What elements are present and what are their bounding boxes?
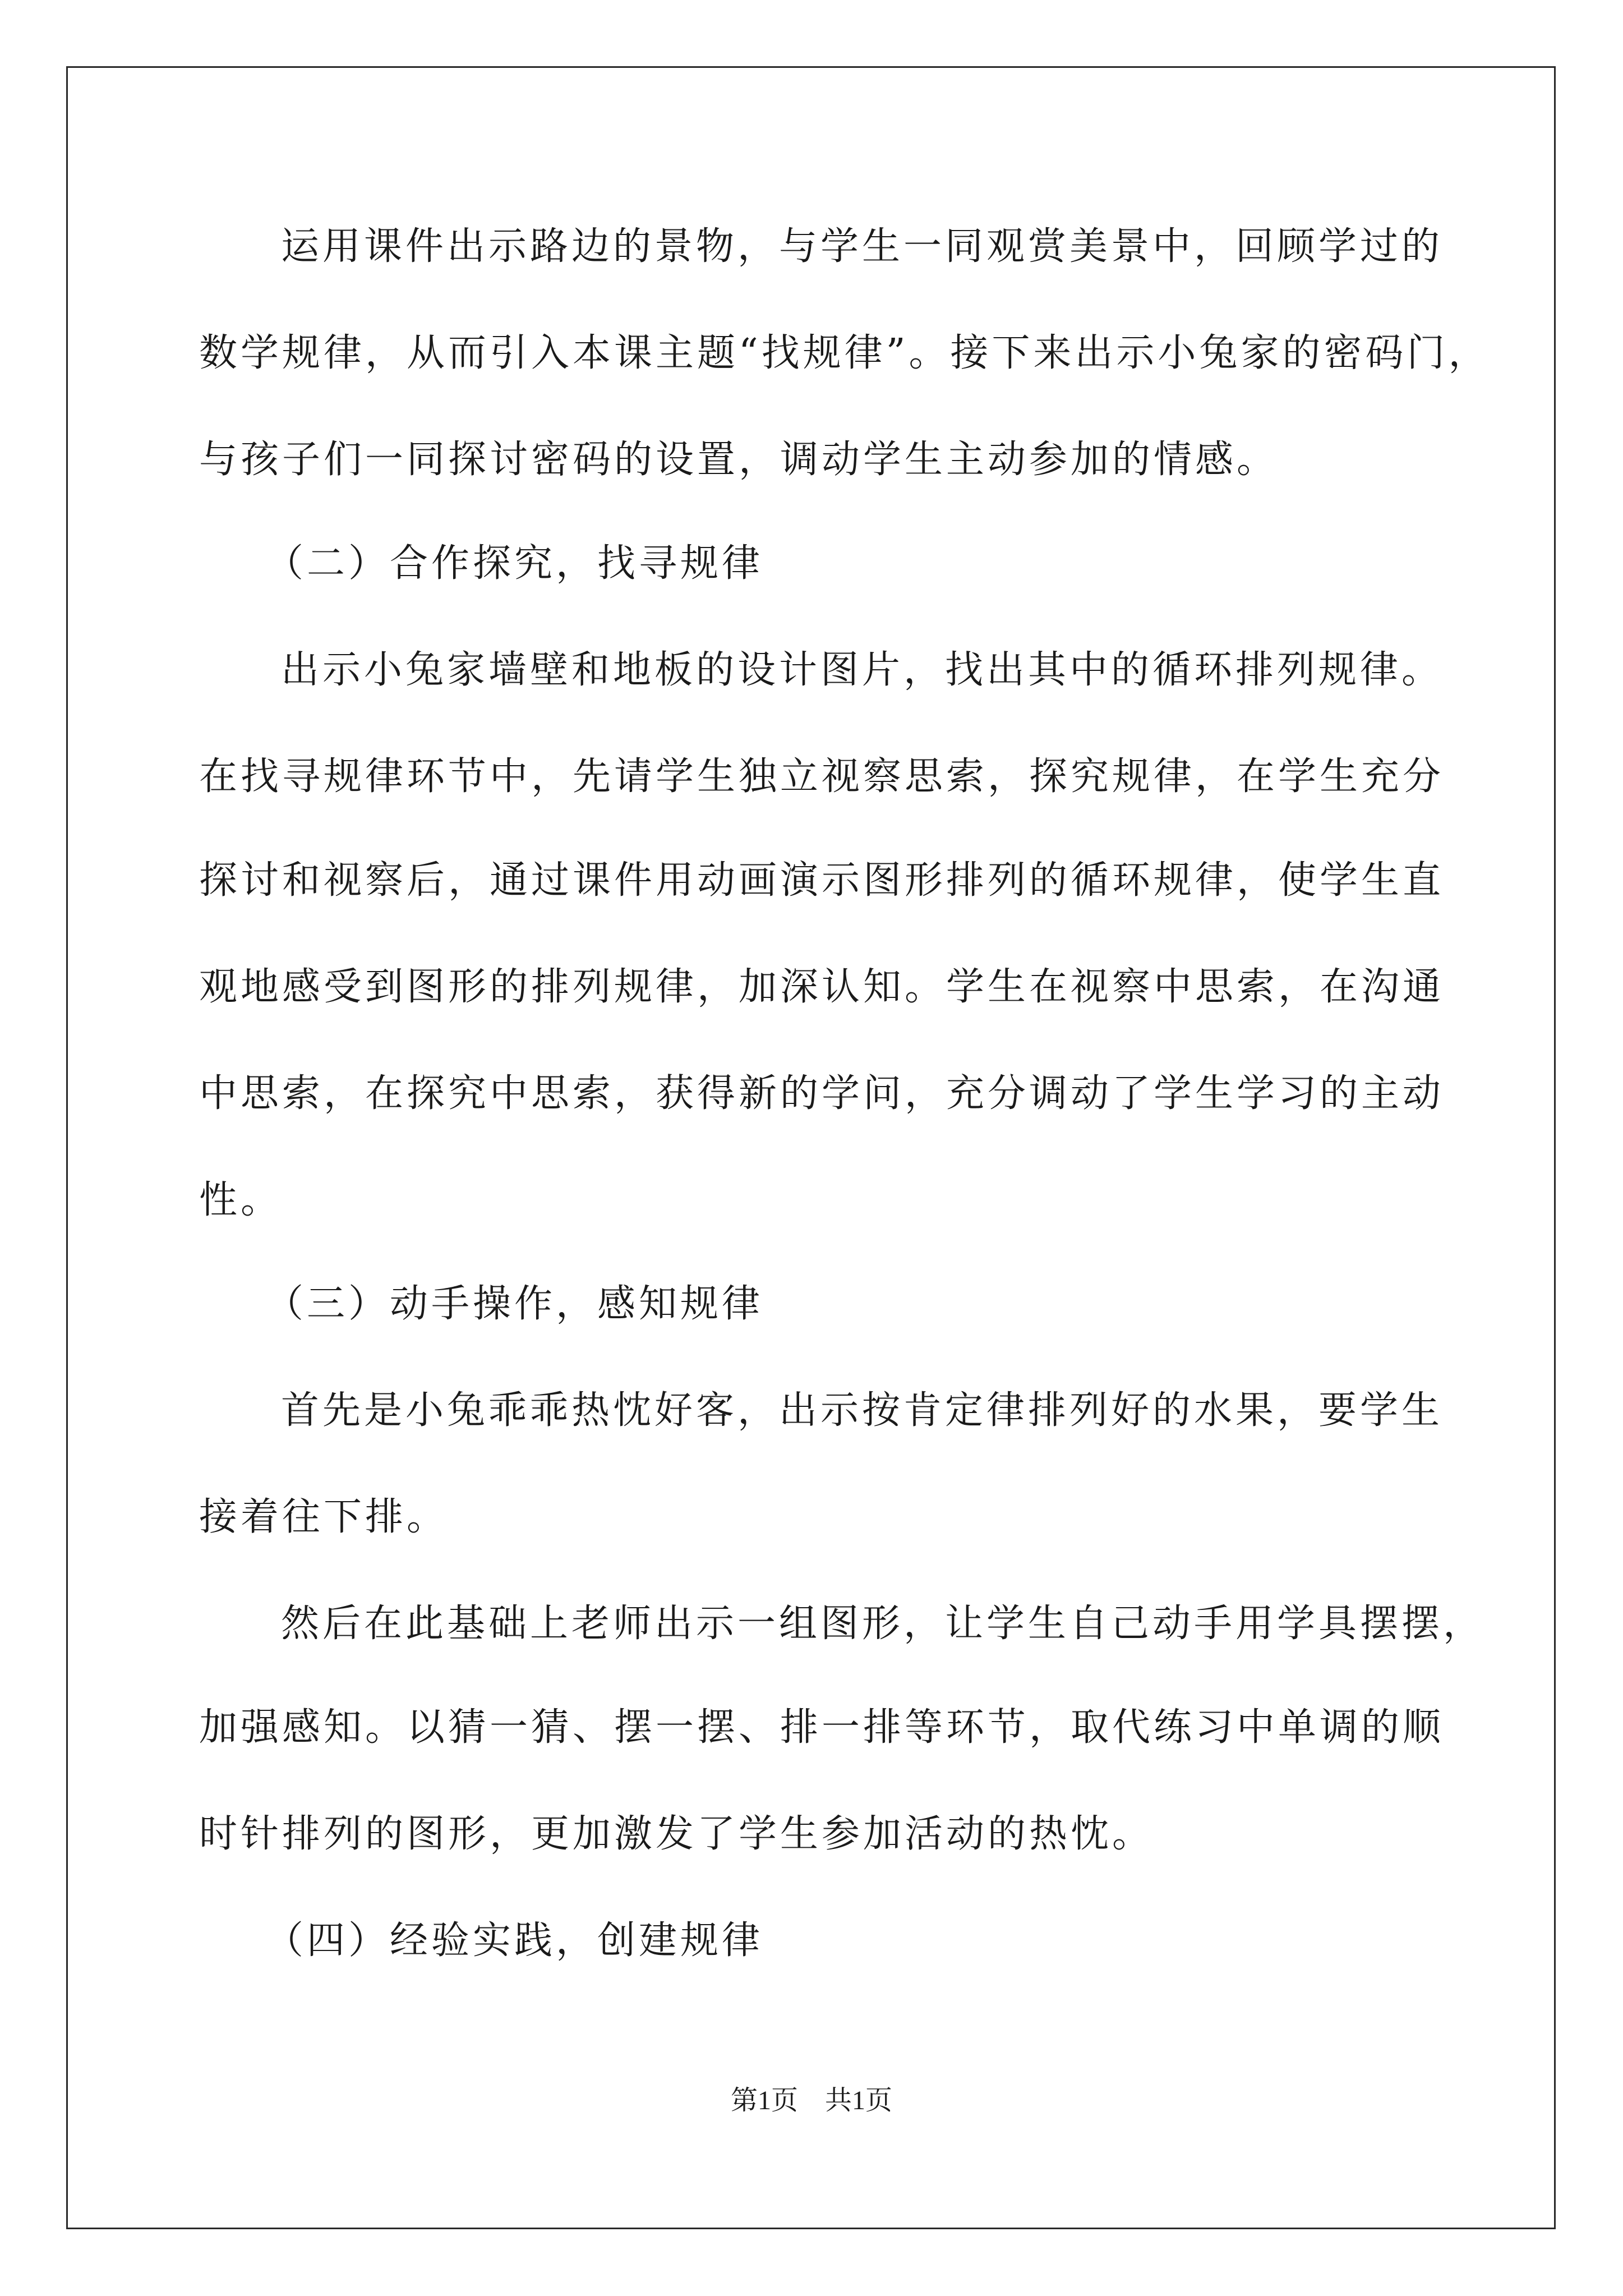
paragraph-1-line-3: 与孩子们一同探讨密码的设置，调动学生主动参加的情感。 [199,438,1279,482]
paragraph-1-line-2: 数学规律，从而引入本课主题“找规律”。接下来出示小兔家的密码门， [199,331,1490,375]
page-number-footer: 第1页 共1页 [730,2086,892,2115]
paragraph-4-line-2: 加强感知。以猜一猜、摆一摆、排一排等环节，取代练习中单调的顺 [199,1705,1445,1750]
section-heading-3: （三）动手操作，感知规律 [265,1282,764,1326]
paragraph-2-line-3: 探讨和视察后，通过课件用动画演示图形排列的循环规律，使学生直 [199,858,1445,903]
paragraph-2-line-6: 性。 [199,1178,283,1222]
paragraph-3-line-1: 首先是小兔乖乖热忱好客，出示按肯定律排列好的水果，要学生 [281,1388,1444,1433]
page-border [66,66,1556,2229]
paragraph-2-line-4: 观地感受到图形的排列规律，加深认知。学生在视察中思索，在沟通 [199,965,1445,1009]
paragraph-2-line-1: 出示小兔家墙壁和地板的设计图片，找出其中的循环排列规律。 [281,648,1444,692]
section-heading-2: （二）合作探究，找寻规律 [265,541,764,586]
paragraph-4-line-3: 时针排列的图形，更加激发了学生参加活动的热忱。 [199,1812,1154,1856]
paragraph-1-line-1: 运用课件出示路边的景物，与学生一同观赏美景中，回顾学过的 [281,224,1444,269]
paragraph-3-line-2: 接着往下排。 [199,1495,449,1539]
paragraph-2-line-2: 在找寻规律环节中，先请学生独立视察思索，探究规律，在学生充分 [199,754,1445,799]
section-heading-4: （四）经验实践，创建规律 [265,1918,764,1963]
paragraph-2-line-5: 中思索，在探究中思索，获得新的学问，充分调动了学生学习的主动 [199,1071,1445,1116]
paragraph-4-line-1: 然后在此基础上老师出示一组图形，让学生自己动手用学具摆摆， [281,1602,1485,1646]
